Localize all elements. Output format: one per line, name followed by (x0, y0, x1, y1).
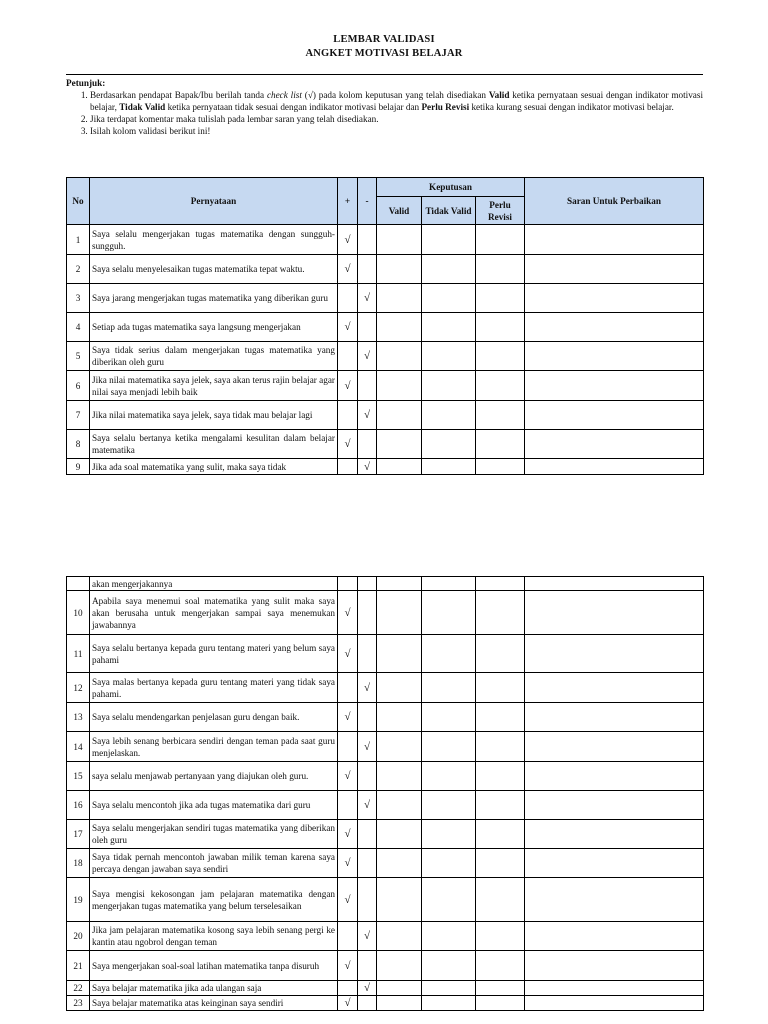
saran-cell[interactable] (525, 342, 704, 371)
table-row (67, 313, 704, 342)
valid-cell[interactable] (377, 981, 422, 996)
instruction-term-valid: Valid (488, 90, 510, 100)
valid-cell[interactable] (377, 371, 422, 401)
document-title: LEMBAR VALIDASI (333, 34, 435, 45)
statement-text: Jika ada soal matematika yang sulit, maka saya tidak (90, 459, 338, 475)
negative-check-mark: √ (358, 922, 377, 951)
saran-cell[interactable] (525, 791, 704, 820)
table-row (67, 791, 704, 820)
row-number: 7 (67, 401, 90, 430)
saran-cell[interactable] (525, 371, 704, 401)
negative-check-mark: √ (358, 791, 377, 820)
table-header (67, 178, 704, 225)
tidak-valid-cell[interactable] (422, 459, 476, 475)
valid-cell[interactable] (377, 732, 422, 762)
statement-text: Saya selalu mendengarkan penjelasan guru dengan baik. (90, 703, 338, 732)
table-row (67, 371, 704, 401)
table-row (67, 996, 704, 1011)
perlu-revisi-cell[interactable] (476, 577, 525, 591)
perlu-revisi-cell[interactable] (476, 225, 525, 255)
perlu-revisi-cell[interactable] (476, 313, 525, 342)
row-number: 2 (67, 255, 90, 284)
negative-cell (358, 878, 377, 922)
row-number: 14 (67, 732, 90, 762)
table-row (67, 577, 704, 591)
perlu-revisi-cell[interactable] (476, 996, 525, 1011)
instructions (66, 77, 703, 137)
valid-cell[interactable] (377, 703, 422, 732)
negative-cell (358, 577, 377, 591)
table-row (67, 703, 704, 732)
negative-check-mark: √ (358, 673, 377, 703)
instruction-item-3: 3. Isilah kolom validasi berikut ini! (90, 125, 703, 137)
valid-cell[interactable] (377, 996, 422, 1011)
negative-cell (358, 313, 377, 342)
valid-cell[interactable] (377, 820, 422, 849)
negative-cell (358, 996, 377, 1011)
positive-cell (338, 673, 358, 703)
statement-text: Jika jam pelajaran matematika kosong saya lebih senang pergi ke kantin atau ngobrol dengan teman (90, 922, 338, 951)
positive-cell (338, 732, 358, 762)
table-body (67, 577, 704, 1011)
perlu-revisi-cell[interactable] (476, 401, 525, 430)
tidak-valid-cell[interactable] (422, 951, 476, 981)
statement-text: Saya selalu mencontoh jika ada tugas matematika dari guru (90, 791, 338, 820)
positive-cell (338, 981, 358, 996)
perlu-revisi-cell[interactable] (476, 284, 525, 313)
instructions-heading: Petunjuk: (66, 78, 106, 88)
valid-cell[interactable] (377, 342, 422, 371)
valid-cell[interactable] (377, 673, 422, 703)
valid-cell[interactable] (377, 401, 422, 430)
row-number: 15 (67, 762, 90, 791)
row-number: 5 (67, 342, 90, 371)
saran-cell[interactable] (525, 284, 704, 313)
tidak-valid-cell[interactable] (422, 981, 476, 996)
header-keputusan: Keputusan (377, 178, 525, 197)
header-no: No (67, 178, 90, 225)
row-number: 18 (67, 849, 90, 878)
table-row (67, 673, 704, 703)
tidak-valid-cell[interactable] (422, 762, 476, 791)
perlu-revisi-cell[interactable] (476, 255, 525, 284)
negative-cell (358, 371, 377, 401)
saran-cell[interactable] (525, 673, 704, 703)
positive-check-mark: √ (338, 849, 358, 878)
negative-check-mark: √ (358, 459, 377, 475)
table-row (67, 762, 704, 791)
row-number: 6 (67, 371, 90, 401)
saran-cell[interactable] (525, 430, 704, 459)
statement-text: Saya mengerjakan soal-soal latihan matematika tanpa disuruh (90, 951, 338, 981)
statement-text: Setiap ada tugas matematika saya langsung mengerjakan (90, 313, 338, 342)
tidak-valid-cell[interactable] (422, 430, 476, 459)
valid-cell[interactable] (377, 591, 422, 635)
tidak-valid-cell[interactable] (422, 820, 476, 849)
positive-check-mark: √ (338, 591, 358, 635)
tidak-valid-cell[interactable] (422, 878, 476, 922)
statement-text: saya selalu menjawab pertanyaan yang diajukan oleh guru. (90, 762, 338, 791)
positive-check-mark: √ (338, 225, 358, 255)
positive-check-mark: √ (338, 371, 358, 401)
positive-cell (338, 342, 358, 371)
tidak-valid-cell[interactable] (422, 703, 476, 732)
statement-text: akan mengerjakannya (90, 577, 338, 591)
statement-text: Jika nilai matematika saya jelek, saya akan terus rajin belajar agar nilai saya menjadi lebih baik (90, 371, 338, 401)
header-perlu-revisi: Perlu Revisi (476, 197, 525, 225)
negative-cell (358, 820, 377, 849)
negative-cell (358, 635, 377, 673)
negative-check-mark: √ (358, 981, 377, 996)
header-negative: - (358, 178, 377, 225)
header-tidak-valid: Tidak Valid (422, 197, 476, 225)
table-row (67, 878, 704, 922)
statement-text: Saya belajar matematika atas keinginan saya sendiri (90, 996, 338, 1011)
saran-cell[interactable] (525, 762, 704, 791)
row-number: 22 (67, 981, 90, 996)
tidak-valid-cell[interactable] (422, 342, 476, 371)
row-number: 8 (67, 430, 90, 459)
instruction-item-1 (90, 89, 703, 113)
instructions-list (66, 89, 703, 137)
negative-cell (358, 762, 377, 791)
saran-cell[interactable] (525, 313, 704, 342)
row-number: 1 (67, 225, 90, 255)
perlu-revisi-cell[interactable] (476, 878, 525, 922)
tidak-valid-cell[interactable] (422, 591, 476, 635)
instruction-text: ketika kurang sesuai dengan indikator motivasi belajar. (469, 102, 674, 112)
saran-cell[interactable] (525, 703, 704, 732)
perlu-revisi-cell[interactable] (476, 849, 525, 878)
header-pernyataan: Pernyataan (90, 178, 338, 225)
instruction-item-2: 2. Jika terdapat komentar maka tulislah pada lembar saran yang telah disediakan. (90, 113, 703, 125)
statement-text: Saya mengisi kekosongan jam pelajaran matematika dengan mengerjakan tugas matematika yang belum terselesaikan (90, 878, 338, 922)
table-body (67, 225, 704, 475)
instruction-text: ketika pernyataan sesuai dengan indikator motivasi belajar, (90, 90, 704, 112)
saran-cell[interactable] (525, 981, 704, 996)
table-row (67, 459, 704, 475)
perlu-revisi-cell[interactable] (476, 591, 525, 635)
table-row (67, 820, 704, 849)
valid-cell[interactable] (377, 255, 422, 284)
valid-cell[interactable] (377, 284, 422, 313)
table-row (67, 401, 704, 430)
negative-check-mark: √ (358, 401, 377, 430)
table-row (67, 922, 704, 951)
row-number: 13 (67, 703, 90, 732)
positive-check-mark: √ (338, 996, 358, 1011)
tidak-valid-cell[interactable] (422, 401, 476, 430)
statement-text: Saya tidak serius dalam mengerjakan tugas matematika yang diberikan oleh guru (90, 342, 338, 371)
table-row (67, 284, 704, 313)
table-row (67, 849, 704, 878)
perlu-revisi-cell[interactable] (476, 791, 525, 820)
negative-check-mark: √ (358, 342, 377, 371)
saran-cell[interactable] (525, 635, 704, 673)
perlu-revisi-cell[interactable] (476, 732, 525, 762)
statement-text: Saya lebih senang berbicara sendiri dengan teman pada saat guru menjelaskan. (90, 732, 338, 762)
negative-cell (358, 225, 377, 255)
positive-check-mark: √ (338, 635, 358, 673)
saran-cell[interactable] (525, 878, 704, 922)
perlu-revisi-cell[interactable] (476, 703, 525, 732)
row-number: 21 (67, 951, 90, 981)
saran-cell[interactable] (525, 255, 704, 284)
valid-cell[interactable] (377, 225, 422, 255)
valid-cell[interactable] (377, 849, 422, 878)
valid-cell[interactable] (377, 878, 422, 922)
tidak-valid-cell[interactable] (422, 635, 476, 673)
valid-cell[interactable] (377, 635, 422, 673)
statement-text: Saya jarang mengerjakan tugas matematika yang diberikan guru (90, 284, 338, 313)
tidak-valid-cell[interactable] (422, 849, 476, 878)
positive-cell (338, 459, 358, 475)
table-row (67, 342, 704, 371)
negative-cell (358, 430, 377, 459)
valid-cell[interactable] (377, 577, 422, 591)
saran-cell[interactable] (525, 401, 704, 430)
title-divider (66, 74, 703, 75)
positive-check-mark: √ (338, 255, 358, 284)
row-number: 3 (67, 284, 90, 313)
statement-text: Saya selalu menyelesaikan tugas matematika tepat waktu. (90, 255, 338, 284)
instruction-text: Berdasarkan pendapat Bapak/Ibu berilah tanda (90, 90, 267, 100)
tidak-valid-cell[interactable] (422, 673, 476, 703)
positive-check-mark: √ (338, 762, 358, 791)
row-number: 23 (67, 996, 90, 1011)
table-row (67, 732, 704, 762)
statement-text: Saya selalu bertanya ketika mengalami kesulitan dalam belajar matematika (90, 430, 338, 459)
valid-cell[interactable] (377, 922, 422, 951)
header-positive: + (338, 178, 358, 225)
perlu-revisi-cell[interactable] (476, 981, 525, 996)
statement-text: Saya selalu bertanya kepada guru tentang materi yang belum saya pahami (90, 635, 338, 673)
tidak-valid-cell[interactable] (422, 732, 476, 762)
positive-check-mark: √ (338, 951, 358, 981)
negative-cell (358, 591, 377, 635)
row-number (67, 577, 90, 591)
row-number: 20 (67, 922, 90, 951)
instruction-term-perlu-revisi: Perlu Revisi (421, 102, 470, 112)
perlu-revisi-cell[interactable] (476, 430, 525, 459)
saran-cell[interactable] (525, 849, 704, 878)
row-number: 9 (67, 459, 90, 475)
instruction-text: (√) pada kolom keputusan yang telah disediakan (301, 90, 489, 100)
row-number: 10 (67, 591, 90, 635)
negative-cell (358, 703, 377, 732)
perlu-revisi-cell[interactable] (476, 762, 525, 791)
positive-cell (338, 577, 358, 591)
instruction-emphasis: check list (266, 90, 302, 100)
negative-check-mark: √ (358, 284, 377, 313)
tidak-valid-cell[interactable] (422, 371, 476, 401)
statement-text: Jika nilai matematika saya jelek, saya tidak mau belajar lagi (90, 401, 338, 430)
positive-check-mark: √ (338, 313, 358, 342)
statement-text: Saya tidak pernah mencontoh jawaban milik teman karena saya percaya dengan jawaban saya sendiri (90, 849, 338, 878)
perlu-revisi-cell[interactable] (476, 342, 525, 371)
table-row (67, 981, 704, 996)
tidak-valid-cell[interactable] (422, 922, 476, 951)
statement-text: Saya belajar matematika jika ada ulangan saja (90, 981, 338, 996)
perlu-revisi-cell[interactable] (476, 951, 525, 981)
row-number: 16 (67, 791, 90, 820)
header-saran: Saran Untuk Perbaikan (525, 178, 704, 225)
table-row (67, 635, 704, 673)
tidak-valid-cell[interactable] (422, 996, 476, 1011)
row-number: 4 (67, 313, 90, 342)
statement-text: Saya selalu mengerjakan tugas matematika dengan sungguh-sungguh. (90, 225, 338, 255)
valid-cell[interactable] (377, 459, 422, 475)
document-subtitle: ANGKET MOTIVASI BELAJAR (305, 48, 463, 59)
row-number: 19 (67, 878, 90, 922)
positive-cell (338, 791, 358, 820)
saran-cell[interactable] (525, 225, 704, 255)
saran-cell[interactable] (525, 951, 704, 981)
instruction-text: ketika pernyataan tidak sesuai dengan indikator motivasi belajar dan (165, 102, 422, 112)
saran-cell[interactable] (525, 922, 704, 951)
saran-cell[interactable] (525, 996, 704, 1011)
positive-cell (338, 401, 358, 430)
tidak-valid-cell[interactable] (422, 284, 476, 313)
table-row (67, 430, 704, 459)
tidak-valid-cell[interactable] (422, 791, 476, 820)
perlu-revisi-cell[interactable] (476, 635, 525, 673)
table-row (67, 591, 704, 635)
row-number: 12 (67, 673, 90, 703)
tidak-valid-cell[interactable] (422, 577, 476, 591)
instruction-term-tidak-valid: Tidak Valid (119, 102, 166, 112)
saran-cell[interactable] (525, 577, 704, 591)
positive-cell (338, 284, 358, 313)
positive-check-mark: √ (338, 703, 358, 732)
tidak-valid-cell[interactable] (422, 255, 476, 284)
saran-cell[interactable] (525, 459, 704, 475)
statement-text: Saya selalu mengerjakan sendiri tugas matematika yang diberikan oleh guru (90, 820, 338, 849)
perlu-revisi-cell[interactable] (476, 922, 525, 951)
row-number: 11 (67, 635, 90, 673)
saran-cell[interactable] (525, 732, 704, 762)
row-number: 17 (67, 820, 90, 849)
table-row (67, 225, 704, 255)
statement-text: Saya malas bertanya kepada guru tentang materi yang tidak saya pahami. (90, 673, 338, 703)
positive-check-mark: √ (338, 878, 358, 922)
perlu-revisi-cell[interactable] (476, 459, 525, 475)
valid-cell[interactable] (377, 762, 422, 791)
perlu-revisi-cell[interactable] (476, 820, 525, 849)
validation-table-part-1 (66, 177, 704, 475)
valid-cell[interactable] (377, 791, 422, 820)
table-row (67, 255, 704, 284)
valid-cell[interactable] (377, 313, 422, 342)
perlu-revisi-cell[interactable] (476, 371, 525, 401)
negative-cell (358, 255, 377, 284)
positive-check-mark: √ (338, 430, 358, 459)
negative-check-mark: √ (358, 732, 377, 762)
header-valid: Valid (377, 197, 422, 225)
positive-cell (338, 922, 358, 951)
negative-cell (358, 849, 377, 878)
perlu-revisi-cell[interactable] (476, 673, 525, 703)
positive-check-mark: √ (338, 820, 358, 849)
tidak-valid-cell[interactable] (422, 313, 476, 342)
statement-text: Apabila saya menemui soal matematika yang sulit maka saya akan berusaha untuk mengerjakan sampai saya menemukan jawabannya (90, 591, 338, 635)
tidak-valid-cell[interactable] (422, 225, 476, 255)
validation-table-part-2 (66, 576, 704, 1011)
negative-cell (358, 951, 377, 981)
saran-cell[interactable] (525, 591, 704, 635)
valid-cell[interactable] (377, 951, 422, 981)
valid-cell[interactable] (377, 430, 422, 459)
table-row (67, 951, 704, 981)
saran-cell[interactable] (525, 820, 704, 849)
